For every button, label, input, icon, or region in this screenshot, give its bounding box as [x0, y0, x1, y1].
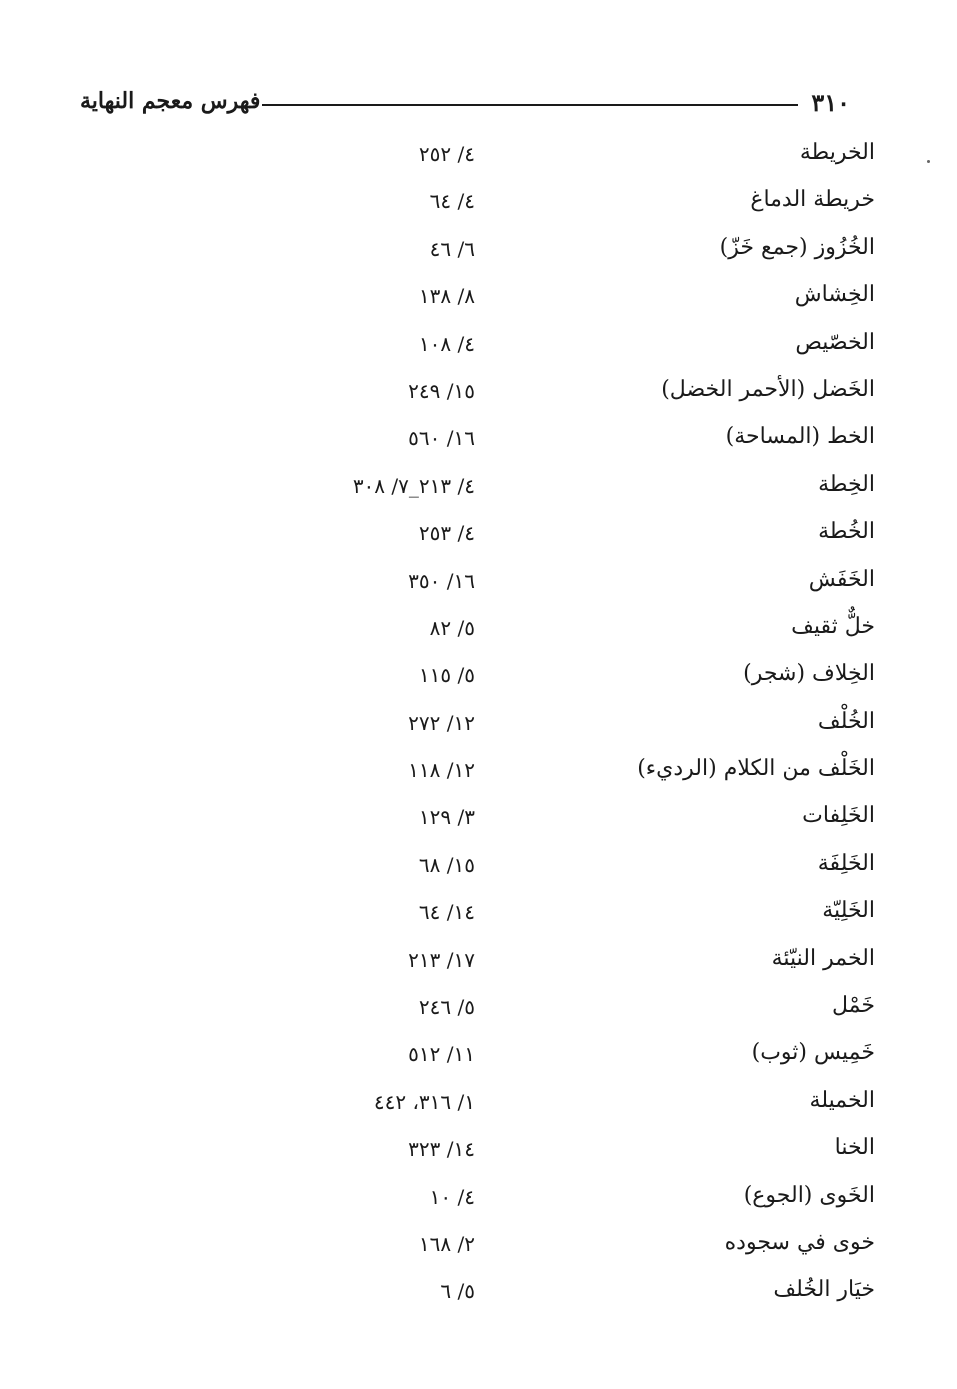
- index-reference: ١١/ ٥١٢: [408, 1042, 475, 1067]
- index-entry: [0, 1271, 957, 1318]
- index-reference: ٤/ ٢٥٣: [418, 521, 475, 546]
- index-term: الخُلْف: [817, 708, 875, 734]
- index-reference: ٤/ ١٠: [429, 1184, 475, 1209]
- header-rule: [262, 104, 798, 106]
- index-term: الخريطة: [799, 140, 875, 165]
- index-reference: ١٦/ ٣٥٠: [408, 568, 475, 593]
- index-term: الخصّيص: [795, 329, 875, 355]
- index-reference: ٦/ ٤٦: [429, 236, 475, 261]
- index-entry: [0, 1177, 957, 1224]
- index-entry: [0, 1082, 957, 1129]
- index-reference: ٥/ ٢٤٦: [418, 995, 475, 1020]
- index-term: الخط (المساحة): [725, 424, 875, 450]
- index-entry: [0, 1034, 957, 1081]
- index-term: الخُزُوز (جمع خَزّ): [719, 234, 875, 260]
- index-entry: [0, 987, 957, 1034]
- index-entry: [0, 1129, 957, 1176]
- index-term: خوى في سجوده: [724, 1229, 875, 1255]
- index-term: خلٌّ ثقيف: [791, 613, 875, 639]
- index-term: خَمْل: [832, 993, 875, 1019]
- index-entry: [0, 892, 957, 939]
- index-reference: ٥/ ١١٥: [418, 663, 475, 688]
- index-entry: [0, 513, 957, 560]
- index-reference: ١٢/ ٢٧٢: [408, 710, 475, 735]
- running-title: فهرس معجم النهاية: [80, 88, 261, 114]
- index-term: الخَلْف من الكلام (الرديء): [637, 756, 875, 782]
- index-term: الخَلِفات: [802, 803, 875, 829]
- index-entry: [0, 797, 957, 844]
- index-entry: [0, 750, 957, 797]
- page-number: ٣١٠: [811, 88, 850, 117]
- index-reference: ١٢/ ١١٨: [408, 758, 475, 783]
- index-entry: [0, 940, 957, 987]
- index-term: الخِلاف (شجر): [743, 661, 875, 687]
- index-term: الخَضل (الأحمر الخضل): [661, 376, 875, 402]
- index-reference: ٤/ ٦٤: [429, 189, 475, 214]
- index-term: الخميلة: [809, 1087, 875, 1113]
- index-term: خَمِيس (ثوب): [751, 1040, 875, 1066]
- index-entry: [0, 466, 957, 513]
- index-entry: [0, 324, 957, 371]
- index-entry: [0, 608, 957, 655]
- index-term: الخِطة: [818, 471, 875, 497]
- index-entry: [0, 703, 957, 750]
- index-term: الخَفَش: [808, 566, 875, 592]
- index-reference: ١/ ٣١٦، ٤٤٢: [373, 1089, 475, 1114]
- index-reference: ١٦/ ٥٦٠: [408, 426, 475, 451]
- index-entry: [0, 561, 957, 608]
- index-reference: ٥/ ٨٢: [429, 615, 475, 640]
- index-entry: [0, 276, 957, 323]
- index-entry: [0, 134, 957, 181]
- index-reference: ١٧/ ٢١٣: [408, 947, 475, 972]
- index-entry: [0, 845, 957, 892]
- index-reference: ٣/ ١٢٩: [418, 805, 475, 830]
- index-entry: [0, 1224, 957, 1271]
- index-term: الخَلِفَة: [817, 850, 875, 876]
- index-term: الخمر النيّئة: [771, 945, 875, 971]
- index-reference: ٢/ ١٦٨: [418, 1231, 475, 1256]
- page-header: [80, 82, 850, 122]
- index-entry: [0, 418, 957, 465]
- index-term: الخُطة: [818, 519, 875, 545]
- index-entry: [0, 181, 957, 228]
- index-reference: ٤/ ٢١٣_٧/ ٣٠٨: [352, 473, 475, 498]
- index-reference: ١٤/ ٦٤: [418, 900, 475, 925]
- index-term: خريطة الدماغ: [750, 187, 875, 213]
- index-reference: ٨/ ١٣٨: [418, 284, 475, 309]
- index-reference: ١٤/ ٣٢٣: [408, 1137, 475, 1162]
- index-reference: ١٥/ ٦٨: [418, 852, 475, 877]
- index-term: الخَوى (الجوع): [743, 1182, 875, 1208]
- index-entry: [0, 229, 957, 276]
- index-reference: ٤/ ٢٥٢: [418, 142, 475, 166]
- index-entry: [0, 371, 957, 418]
- index-reference: ١٥/ ٢٤٩: [408, 378, 475, 403]
- index-reference: ٤/ ١٠٨: [418, 331, 475, 356]
- index-term: الخِشاش: [794, 282, 875, 308]
- index-reference: ٥/ ٦: [440, 1279, 475, 1304]
- index-term: خيَار الخُلف: [773, 1277, 875, 1303]
- index-entry: [0, 655, 957, 702]
- index-term: الخَلِيّة: [822, 898, 875, 924]
- index-term: الخنا: [834, 1135, 875, 1161]
- index-list: [0, 134, 957, 1319]
